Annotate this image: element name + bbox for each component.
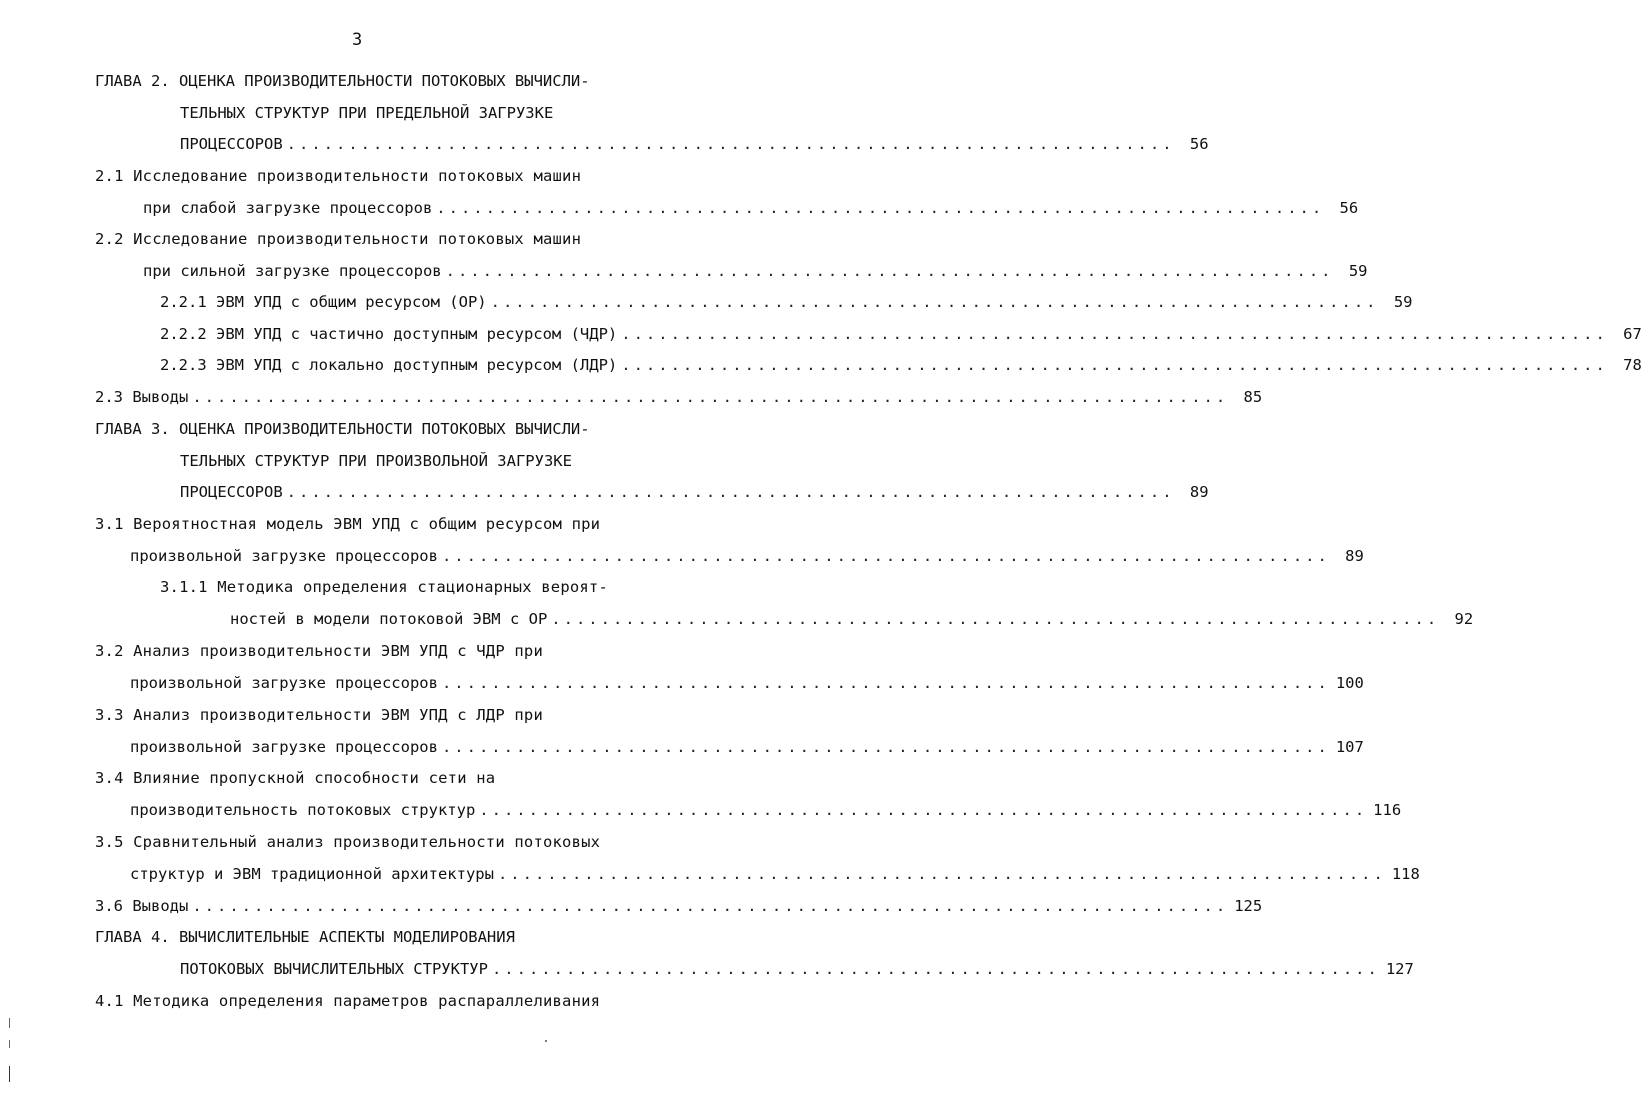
toc-page-number: 92 [1454,610,1474,628]
toc-page-number: 56 [1339,199,1359,217]
toc-entry-text: ПРОЦЕССОРОВ [180,483,283,501]
toc-page-number: 107 [1335,738,1364,756]
leader-dots: ........................................................................ [479,801,1368,819]
toc-section-3-3-line-1: 3.3 Анализ производительности ЭВМ УПД с ЛДР при [95,706,543,724]
toc-entry-text: 2.2.1 ЭВМ УПД с общим ресурсом (ОР) [160,293,487,311]
toc-entry-text: ностей в модели потоковой ЭВМ с ОР [230,610,548,628]
toc-section-4-1-line-1: 4.1 Методика определения параметров распараллеливания [95,992,601,1010]
toc-entry-chapter-2[interactable] [180,134,1209,154]
toc-entry-3-3[interactable] [130,737,1364,757]
toc-entry-text: произвольной загрузке процессоров [130,674,438,692]
scan-margin-mark [9,1040,10,1048]
toc-page-number: 125 [1234,897,1263,915]
toc-section-2-1-line-1: 2.1 Исследование производительности потоковых машин [95,167,582,185]
toc-entry-text: при слабой загрузке процессоров [143,199,433,217]
toc-page-number: 67 [1623,325,1642,343]
leader-dots: ................................................................................ [621,325,1608,343]
leader-dots: ........................................................................ [286,483,1175,501]
toc-entry-2-2-2[interactable] [160,324,1642,344]
toc-section-3-2-line-1: 3.2 Анализ производительности ЭВМ УПД с ЧДР при [95,642,543,660]
toc-entry-2-2-1[interactable] [160,292,1413,312]
toc-section-3-1-line-1: 3.1 Вероятностная модель ЭВМ УПД с общим ресурсом при [95,515,601,533]
toc-page-number: 100 [1335,674,1364,692]
toc-section-3-4-line-1: 3.4 Влияние пропускной способности сети на [95,769,496,787]
toc-page-number: 118 [1391,865,1420,883]
toc-entry-3-4[interactable] [130,800,1402,820]
toc-entry-text: 2.3 Выводы [95,388,189,406]
leader-dots: ........................................................................ [441,674,1330,692]
toc-entry-3-5[interactable] [130,864,1420,884]
toc-entry-text: структур и ЭВМ традиционной архитектуры [130,865,494,883]
leader-dots: ................................................................................ [621,356,1608,374]
toc-entry-2-2-3[interactable] [160,355,1642,375]
toc-entry-chapter-3[interactable] [180,482,1209,502]
toc-chapter-4-line-1: ГЛАВА 4. ВЫЧИСЛИТЕЛЬНЫЕ АСПЕКТЫ МОДЕЛИРОВАНИЯ [95,928,515,946]
page-number: 3 [352,30,364,50]
scan-margin-mark [9,1018,10,1028]
toc-entry-3-6[interactable] [95,896,1263,916]
toc-page-number: 89 [1345,547,1364,565]
toc-entry-text: произвольной загрузке процессоров [130,547,438,565]
toc-page-number: 56 [1189,135,1209,153]
toc-page-number: 116 [1373,801,1402,819]
leader-dots: ........................................................................ [441,738,1330,756]
toc-page-number: 78 [1623,356,1642,374]
toc-section-3-5-line-1: 3.5 Сравнительный анализ производительности потоковых [95,833,601,851]
leader-dots: ........................................................................ [497,865,1386,883]
toc-section-2-2-line-1: 2.2 Исследование производительности потоковых машин [95,230,582,248]
leader-dots: ........................................................................ [551,610,1440,628]
toc-entry-2-3[interactable] [95,387,1263,407]
toc-entry-text: 3.6 Выводы [95,897,189,915]
scan-margin-mark [9,1066,10,1082]
toc-section-3-1-1-line-1: 3.1.1 Методика определения стационарных вероят- [160,578,608,596]
toc-chapter-2-line-2: ТЕЛЬНЫХ СТРУКТУР ПРИ ПРЕДЕЛЬНОЙ ЗАГРУЗКЕ [180,104,554,122]
toc-entry-text: при сильной загрузке процессоров [143,262,442,280]
toc-entry-text: 2.2.3 ЭВМ УПД с локально доступным ресурсом (ЛДР) [160,356,618,374]
toc-page-number: 89 [1189,483,1209,501]
leader-dots: ........................................................................ [490,293,1379,311]
toc-entry-3-2[interactable] [130,673,1364,693]
toc-entry-2-2[interactable] [143,261,1368,281]
leader-dots: ........................................................................ [286,135,1175,153]
leader-dots: ........................................................................ [445,262,1334,280]
toc-entry-chapter-4[interactable] [180,959,1414,979]
leader-dots: .................................................................................... [192,897,1229,915]
toc-entry-text: ПОТОКОВЫХ ВЫЧИСЛИТЕЛЬНЫХ СТРУКТУР [180,960,488,978]
toc-entry-3-1[interactable] [130,546,1364,566]
leader-dots: .................................................................................... [192,388,1229,406]
toc-entry-text: 2.2.2 ЭВМ УПД с частично доступным ресурсом (ЧДР) [160,325,618,343]
toc-entry-text: ПРОЦЕССОРОВ [180,135,283,153]
toc-entry-text: производительность потоковых структур [130,801,476,819]
toc-chapter-3-line-1: ГЛАВА 3. ОЦЕНКА ПРОИЗВОДИТЕЛЬНОСТИ ПОТОКОВЫХ ВЫЧИСЛИ- [95,420,590,438]
toc-page-number: 59 [1393,293,1413,311]
toc-page-number: 127 [1385,960,1414,978]
toc-chapter-3-line-2: ТЕЛЬНЫХ СТРУКТУР ПРИ ПРОИЗВОЛЬНОЙ ЗАГРУЗКЕ [180,452,572,470]
leader-dots: ........................................................................ [441,547,1330,565]
toc-entry-text: произвольной загрузке процессоров [130,738,438,756]
toc-entry-2-1[interactable] [143,198,1359,218]
toc-page-number: 85 [1243,388,1263,406]
toc-entry-3-1-1[interactable] [230,609,1474,629]
toc-chapter-2-line-1: ГЛАВА 2. ОЦЕНКА ПРОИЗВОДИТЕЛЬНОСТИ ПОТОКОВЫХ ВЫЧИСЛИ- [95,72,590,90]
toc-page-number: 59 [1348,262,1368,280]
leader-dots: ........................................................................ [436,199,1325,217]
scan-speck [545,1040,547,1042]
leader-dots: ........................................................................ [491,960,1380,978]
